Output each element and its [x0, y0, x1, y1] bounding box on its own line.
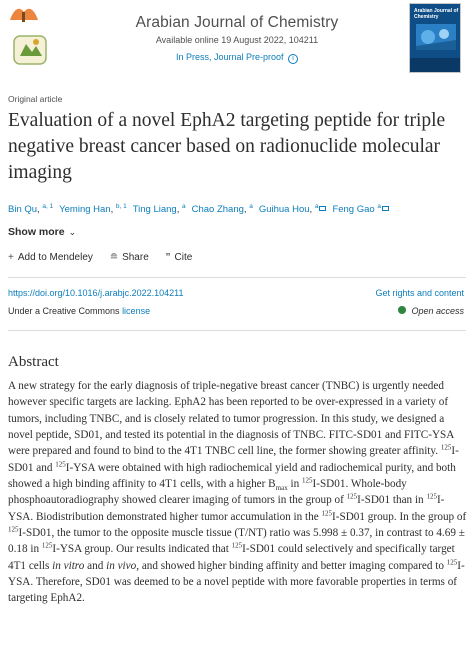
- license-prefix: Under a Creative Commons: [8, 306, 120, 316]
- chevron-down-icon: ⌄: [68, 227, 77, 237]
- journal-title[interactable]: Arabian Journal of Chemistry: [135, 14, 339, 31]
- rights-link[interactable]: Get rights and content: [375, 288, 464, 298]
- author-link[interactable]: [8, 204, 53, 215]
- in-press-link[interactable]: In Press, Journal Pre-proof: [175, 52, 284, 62]
- available-online-date: Available online 19 August 2022, 104211: [155, 35, 319, 45]
- article-type: Original article: [8, 94, 63, 104]
- author-link[interactable]: [192, 204, 253, 215]
- abstract-sentence: I-YSA. Therefore, SD01 was deemed to be a novel peptide with more favorable properties in terms of targeting EphA2.: [8, 559, 465, 605]
- bmax-sub: max: [275, 484, 288, 493]
- article-actions: [8, 252, 206, 263]
- quote-icon: ”: [165, 252, 171, 263]
- article-title: Evaluation of a novel EphA2 targeting peptide for triple negative breast cancer based on radionuclide molecular imaging: [8, 110, 446, 183]
- isotope-sup: 125: [41, 541, 53, 550]
- author-affiliation: a: [249, 203, 253, 210]
- isotope-sup: 125: [302, 476, 313, 485]
- author-link[interactable]: [332, 204, 389, 215]
- show-more-label: Show more: [8, 226, 65, 238]
- author-separator: ,: [110, 204, 114, 216]
- add-to-mendeley-label: Add to Mendeley: [17, 252, 93, 263]
- isotope-sup: 125: [8, 525, 19, 534]
- doi-link[interactable]: https://doi.org/10.1016/j.arabjc.2022.104211: [8, 288, 184, 298]
- plus-icon: +: [8, 252, 14, 263]
- author-link[interactable]: [259, 204, 327, 215]
- info-icon[interactable]: i: [288, 54, 298, 64]
- email-icon[interactable]: [319, 206, 326, 211]
- author-name: Chao Zhang: [191, 204, 244, 216]
- cite-label: Cite: [174, 252, 193, 263]
- author-affiliation: a: [314, 203, 319, 210]
- isotope-sup: 125: [231, 541, 243, 550]
- open-access-icon: [398, 306, 406, 314]
- author-separator: ,: [243, 204, 247, 216]
- in-vitro-term: in vitro: [52, 559, 85, 572]
- author-name: Guihua Hou: [258, 204, 310, 216]
- abstract-sentence: I-SD01. Whole-body phosphoautoradiography showed clearer imaging of tumors in the group of: [8, 478, 407, 507]
- author-name: Ting Liang: [132, 204, 177, 216]
- journal-header: [0, 0, 474, 78]
- author-separator: ,: [176, 204, 180, 216]
- abstract-sentence: I-SD01 and: [8, 445, 459, 474]
- isotope-sup: 125: [440, 443, 452, 452]
- abstract-sentence: in: [290, 478, 300, 491]
- journal-cover[interactable]: [409, 3, 461, 73]
- author-name: Bin Qu: [8, 204, 38, 216]
- abstract-sentence: I-YSA. Biodistribution demonstrated higher tumor accumulation in the: [8, 494, 445, 523]
- cover-bar: [410, 58, 461, 72]
- abstract-sentence: A new strategy for the early diagnosis of triple-negative breast cancer (TNBC) is urgently needed however specific targets are lacking. EphA2 has been reported to be over-expressed in a variety of tumors, including TNBC, and is closely related to tumor progression. In this study, we designed a novel peptide, SD01, and tested its potential in the diagnosis of TNBC. FITC-SD01 and FITC-YSA were prepared and found to bind to the 4T1 TNBC cell line, the former showing greater affinity.: [8, 380, 454, 458]
- cover-image: [416, 24, 456, 50]
- author-name: Yeming Han: [59, 204, 111, 216]
- author-affiliation: a: [182, 203, 186, 210]
- email-icon[interactable]: [382, 206, 389, 211]
- author-separator: ,: [309, 204, 313, 216]
- author-affiliation: b, 1: [115, 203, 127, 210]
- author-link[interactable]: [59, 204, 127, 215]
- abstract-sentence: I-SD01 could selectively and specifically target 4T1 cells: [8, 543, 455, 572]
- cite-button[interactable]: [166, 252, 193, 263]
- author-list: [8, 203, 468, 215]
- license-line: [8, 306, 150, 316]
- author-link[interactable]: [133, 204, 186, 215]
- author-affiliation: a: [377, 203, 381, 210]
- abstract-sentence: I-SD01, the tumor to the opposite muscle tissue (T/NT) ratio was 5.998 ± 0.37, in contrast to 4.69 ± 0.18 in: [8, 527, 465, 556]
- abstract-sentence: I-SD01 group. In the group of: [332, 510, 467, 523]
- open-access-badge: [398, 306, 464, 316]
- author-name: Feng Gao: [332, 204, 375, 216]
- abstract-text: [8, 378, 468, 607]
- isotope-sup: 125: [426, 492, 437, 501]
- abstract-word: and: [87, 559, 104, 572]
- share-icon: ≘: [109, 252, 119, 263]
- open-access-label: Open access: [411, 306, 464, 316]
- divider: [8, 277, 466, 278]
- isotope-sup: 125: [55, 459, 66, 468]
- isotope-sup: 125: [321, 509, 333, 518]
- isotope-sup: 125: [446, 558, 458, 567]
- author-affiliation: a, 1: [42, 203, 54, 210]
- add-to-mendeley-button[interactable]: [8, 252, 93, 263]
- abstract-sentence: I-YSA group. Our results indicated that: [52, 543, 229, 556]
- share-button[interactable]: [110, 252, 149, 263]
- share-label: Share: [122, 252, 149, 263]
- isotope-sup: 125: [346, 492, 358, 501]
- abstract-sentence: I-SD01 than in: [357, 494, 424, 507]
- abstract-sentence: I-YSA were obtained with high radiochemical yield and radiochemical purity, and both showed a high binding affinity to 4T1 cells, with a higher B: [8, 461, 456, 491]
- cover-title: Arabian Journal of Chemistry: [414, 8, 459, 20]
- divider: [8, 330, 466, 331]
- abstract-sentence: , and showed higher binding affinity and better imaging compared to: [136, 559, 444, 572]
- journal-status: [0, 52, 474, 64]
- license-link[interactable]: license: [122, 306, 151, 316]
- show-more-button[interactable]: [8, 226, 76, 238]
- author-separator: ,: [37, 204, 40, 216]
- in-vivo-term: in vivo: [106, 559, 137, 572]
- abstract-heading: Abstract: [8, 354, 59, 370]
